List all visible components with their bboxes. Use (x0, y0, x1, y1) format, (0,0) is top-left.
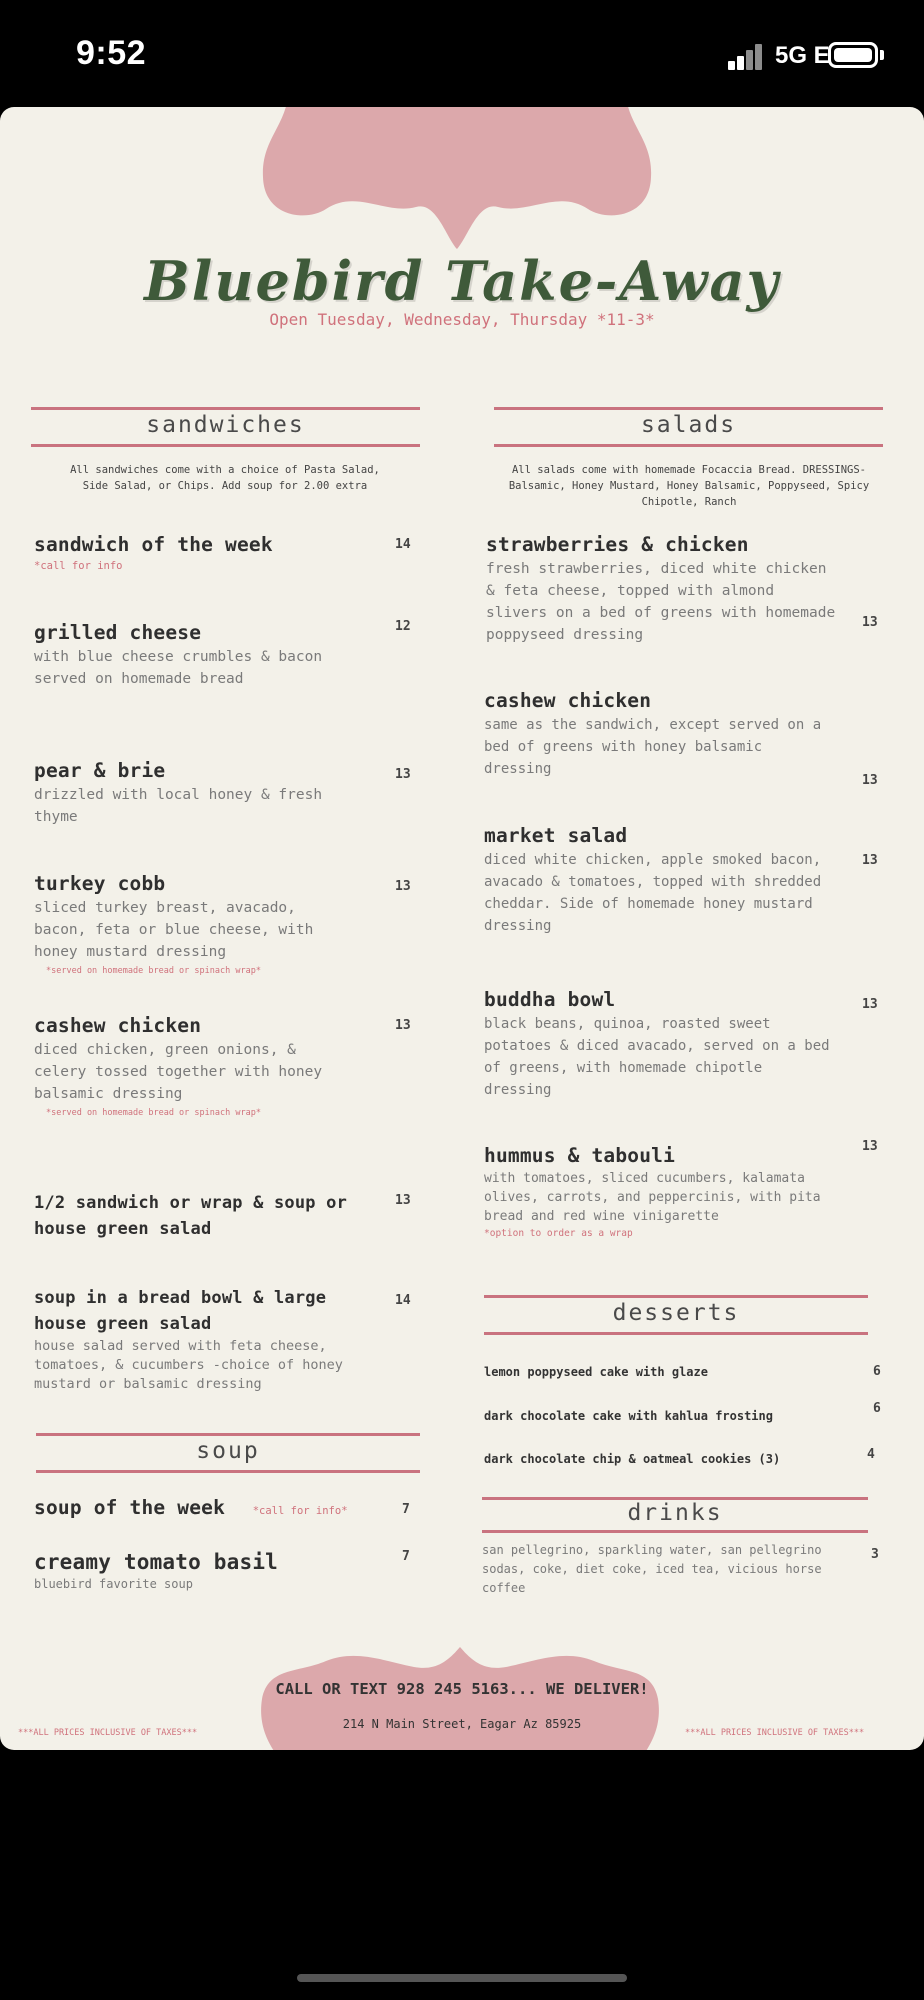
item-note: *served on homemade bread or spinach wrap* (46, 966, 261, 976)
item-name: cashew chicken (34, 1014, 202, 1037)
desserts-heading (484, 1295, 868, 1335)
item-name: turkey cobb (34, 872, 166, 895)
signal-icon (728, 42, 772, 70)
item-note: *option to order as a wrap (484, 1228, 633, 1239)
footer-address: 214 N Main Street, Eagar Az 85925 (342, 1717, 582, 1731)
status-time: 9:52 (76, 34, 147, 72)
item-desc: sliced turkey breast, avacado, bacon, feta or blue cheese, with honey mustard dressing (34, 900, 314, 960)
section-label: salads (640, 412, 737, 438)
menu-item (34, 871, 354, 979)
drinks-heading (482, 1497, 868, 1533)
item-desc: with blue cheese crumbles & bacon served on homemade bread (34, 649, 323, 687)
item-price: 7 (402, 1502, 410, 1517)
bottom-blob-decoration (258, 1647, 662, 1750)
item-name: soup of the week (34, 1496, 226, 1519)
item-price: 13 (395, 1018, 411, 1033)
footer-phone: CALL OR TEXT 928 245 5163... WE DELIVER! (275, 1680, 649, 1698)
item-name: pear & brie (34, 759, 166, 782)
tax-note-left: ***ALL PRICES INCLUSIVE OF TAXES*** (18, 1728, 198, 1738)
salads-heading (494, 407, 883, 447)
item-desc: diced chicken, green onions, & celery tossed together with honey balsamic dressing (34, 1042, 323, 1102)
item-note: *call for info (34, 560, 123, 572)
menu-item (34, 1549, 374, 1593)
sandwiches-heading (31, 407, 420, 447)
tax-note-right: ***ALL PRICES INCLUSIVE OF TAXES*** (685, 1728, 865, 1738)
item-desc: fresh strawberries, diced white chicken & feta cheese, topped with almond slivers on a bed of greens with homemade poppyseed dressing (486, 561, 836, 643)
item-price: 13 (862, 1139, 878, 1154)
item-price: 13 (395, 879, 411, 894)
battery-tip (880, 50, 884, 60)
soup-heading (36, 1433, 420, 1473)
item-name: creamy tomato basil (34, 1550, 279, 1574)
dessert-item: dark chocolate cake with kahlua frosting (484, 1409, 773, 1423)
item-price: 12 (395, 619, 411, 634)
menu-item (34, 1013, 354, 1121)
restaurant-title: Bluebird Take-Away (144, 249, 780, 313)
item-desc: diced white chicken, apple smoked bacon, avacado & tomatoes, topped with shredded cheddar. Side of homemade honey mustard dressing (484, 852, 822, 934)
menu-item (34, 1190, 354, 1242)
section-label: sandwiches (146, 412, 305, 438)
item-name: cashew chicken (484, 689, 652, 712)
status-bar (0, 0, 924, 106)
item-desc: bluebird favorite soup (34, 1577, 193, 1591)
home-indicator[interactable] (297, 1974, 627, 1982)
item-name: buddha bowl (484, 988, 616, 1011)
item-price: 13 (395, 767, 411, 782)
item-price: 13 (862, 615, 878, 630)
section-label: soup (196, 1438, 260, 1464)
menu-item (486, 532, 836, 646)
item-desc: san pellegrino, sparkling water, san pellegrino sodas, coke, diet coke, iced tea, vicious horse coffee (482, 1543, 822, 1595)
item-price: 13 (862, 997, 878, 1012)
drinks-list (482, 1541, 832, 1598)
dessert-item: lemon poppyseed cake with glaze (484, 1365, 708, 1379)
opening-hours: Open Tuesday, Wednesday, Thursday *11-3* (269, 310, 655, 329)
item-price: 6 (873, 1364, 881, 1379)
item-desc: same as the sandwich, except served on a bed of greens with honey balsamic dressing (484, 717, 822, 777)
menu-item (484, 688, 834, 780)
item-desc: with tomatoes, sliced cucumbers, kalamata olives, carrots, and peppercinis, with pita bread and red wine vinigarette (484, 1171, 821, 1224)
menu-item (484, 823, 834, 937)
item-desc: drizzled with local honey & fresh thyme (34, 787, 323, 825)
menu-item (484, 987, 834, 1101)
network-label: 5G E (775, 42, 830, 69)
item-name: 1/2 sandwich or wrap & soup or house green salad (34, 1193, 348, 1239)
menu-item (34, 1285, 364, 1394)
menu-item (34, 758, 334, 828)
dessert-item: dark chocolate chip & oatmeal cookies (3) (484, 1452, 781, 1466)
item-price: 4 (867, 1447, 875, 1462)
menu-image (0, 107, 924, 1750)
sandwiches-note: All sandwiches come with a choice of Pasta Salad, Side Salad, or Chips. Add soup for 2.00 extra (70, 464, 380, 492)
item-price: 7 (402, 1549, 410, 1564)
item-note: *call for info* (252, 1505, 348, 1517)
item-desc: black beans, quinoa, roasted sweet potatoes & diced avacado, served on a bed of greens, with homemade chipotle dressing (484, 1016, 830, 1098)
item-name: sandwich of the week (34, 533, 273, 556)
item-price: 14 (395, 537, 411, 552)
item-name: grilled cheese (34, 621, 202, 644)
menu-item (34, 532, 384, 574)
item-price: 13 (862, 773, 878, 788)
item-name: market salad (484, 824, 628, 847)
item-name: strawberries & chicken (486, 533, 749, 556)
item-desc: house salad served with feta cheese, tomatoes, & cucumbers -choice of honey mustard or balsamic dressing (34, 1338, 343, 1392)
item-price: 3 (871, 1547, 879, 1562)
item-price: 13 (862, 853, 878, 868)
item-price: 14 (395, 1293, 411, 1308)
salads-note: All salads come with homemade Focaccia Bread. DRESSINGS- Balsamic, Honey Mustard, Honey Balsamic, Poppyseed, Spicy Chipotle, Ranch (508, 464, 870, 508)
battery-icon (828, 42, 878, 68)
item-name: soup in a bread bowl & large house green salad (34, 1288, 327, 1334)
item-price: 13 (395, 1193, 411, 1208)
menu-item (484, 1143, 844, 1242)
menu-item (34, 620, 334, 690)
item-price: 6 (873, 1401, 881, 1416)
section-label: drinks (627, 1500, 723, 1526)
item-note: *served on homemade bread or spinach wrap* (46, 1108, 261, 1118)
menu-item (34, 1495, 374, 1521)
item-name: hummus & tabouli (484, 1144, 676, 1167)
section-label: desserts (612, 1300, 740, 1326)
